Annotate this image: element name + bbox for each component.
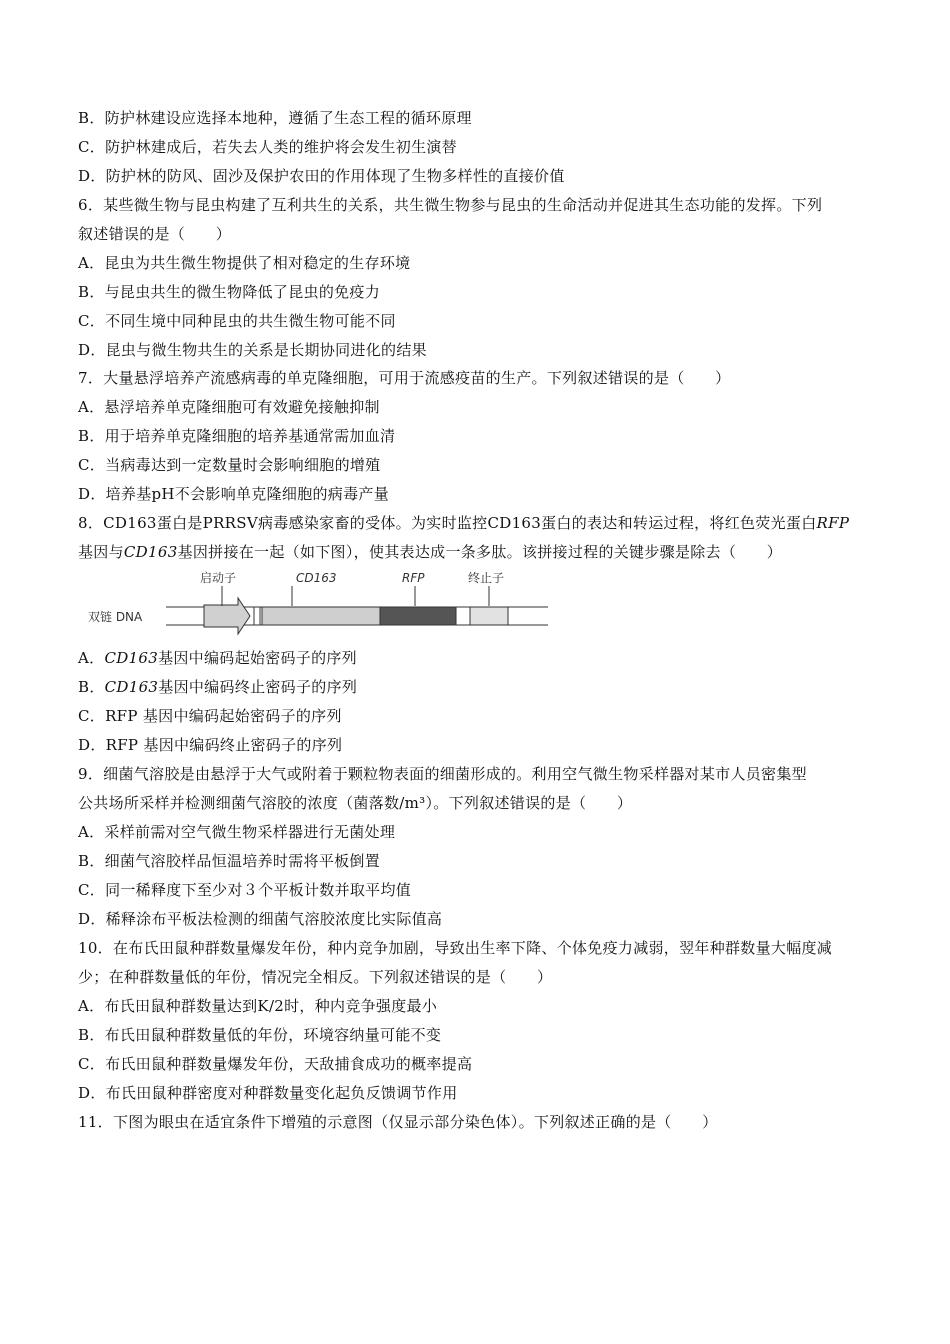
terminator-label: 终止子 [468,571,505,585]
q10-option-d: D．布氏田鼠种群密度对种群数量变化起负反馈调节作用 [78,1084,458,1102]
q7-option-b: B．用于培养单克隆细胞的培养基通常需加血清 [78,427,396,445]
q9-stem-line-2: 公共场所采样并检测细菌气溶胶的浓度（菌落数/m³）。下列叙述错误的是（ ） [78,794,633,812]
cd163-gene-box [262,607,380,625]
q5-option-b: B．防护林建设应选择本地种，遵循了生态工程的循环原理 [78,109,472,127]
q8-stem-text-3: 基因拼接在一起（如下图），使其表达成一条多肽。该拼接过程的关键步骤是除去（ ） [177,543,783,561]
q8-option-a-gene: CD163 [104,649,159,667]
q10-stem-line-1: 10．在布氏田鼠种群数量爆发年份，种内竞争加剧，导致出生率下降、个体免疫力减弱，翌年种群数量大幅度减 [78,939,833,957]
dna-label: 双链 DNA [88,610,143,624]
q8-option-a-text: 基因中编码起始密码子的序列 [158,649,357,667]
q6-option-d: D．昆虫与微生物共生的关系是长期协同进化的结果 [78,341,427,359]
q8-stem-line-2 [78,542,782,562]
promoter-arrow-icon [204,598,250,634]
q8-option-c: C．RFP 基因中编码起始密码子的序列 [78,707,342,725]
rfp-gene-box [380,607,456,625]
q9-option-b: B．细菌气溶胶样品恒温培养时需将平板倒置 [78,852,381,870]
q10-option-b: B．布氏田鼠种群数量低的年份，环境容纳量可能不变 [78,1026,442,1044]
terminator-box [470,607,508,625]
q7-option-a: A．悬浮培养单克隆细胞可有效避免接触抑制 [78,398,380,416]
q10-option-a: A．布氏田鼠种群数量达到K/2时，种内竞争强度最小 [78,997,438,1015]
q9-option-d: D．稀释涂布平板法检测的细菌气溶胶浓度比实际值高 [78,910,443,928]
q9-option-a: A．采样前需对空气微生物采样器进行无菌处理 [78,823,396,841]
q6-option-a: A．昆虫为共生微生物提供了相对稳定的生存环境 [78,254,411,272]
q8-option-b-text: 基因中编码终止密码子的序列 [158,678,358,696]
q6-stem-line-1: 6．某些微生物与昆虫构建了互利共生的关系，共生微生物参与昆虫的生命活动并促进其生态功能的发挥。下列 [78,196,823,214]
q7-stem: 7．大量悬浮培养产流感病毒的单克隆细胞，可用于流感疫苗的生产。下列叙述错误的是（ ） [78,369,731,387]
q8-stem-rfp: RFP [816,514,850,532]
q10-stem-line-2: 少；在种群数量低的年份，情况完全相反。下列叙述错误的是（ ） [78,968,553,986]
q10-option-c: C．布氏田鼠种群数量爆发年份，天敌捕食成功的概率提高 [78,1055,473,1073]
q5-option-d: D．防护林的防风、固沙及保护农田的作用体现了生物多样性的直接价值 [78,167,565,185]
q6-option-c: C．不同生境中同种昆虫的共生微生物可能不同 [78,312,396,330]
spacer-box [254,607,260,625]
q8-option-b-prefix: B． [78,678,105,696]
q7-option-c: C．当病毒达到一定数量时会影响细胞的增殖 [78,456,381,474]
q5-option-c: C．防护林建成后，若失去人类的维护将会发生初生演替 [78,138,457,156]
q8-option-d: D．RFP 基因中编码终止密码子的序列 [78,736,343,754]
q8-stem-text-2: 基因与 [78,543,124,561]
q9-stem-line-1: 9．细菌气溶胶是由悬浮于大气或附着于颗粒物表面的细菌形成的。利用空气微生物采样器对某市人员密集型 [78,765,807,783]
q8-option-b-gene: CD163 [104,678,159,696]
cd163-label: CD163 [296,571,337,585]
q8-stem-text-1: 8．CD163蛋白是PRRSV病毒感染家畜的受体。为实时监控CD163蛋白的表达和转运过程，将红色荧光蛋白 [78,514,817,532]
q6-option-b: B．与昆虫共生的微生物降低了昆虫的免疫力 [78,283,381,301]
q11-stem: 11．下图为眼虫在适宜条件下增殖的示意图（仅显示部分染色体）。下列叙述正确的是（ ） [78,1113,718,1131]
q8-option-b [78,677,357,697]
rfp-label: RFP [402,571,425,585]
q7-option-d: D．培养基pH不会影响单克隆细胞的病毒产量 [78,485,390,503]
dna-construct-figure [78,570,558,638]
q8-stem-line-1 [78,513,849,533]
q8-stem-cd163: CD163 [123,543,178,561]
q6-stem-line-2: 叙述错误的是（ ） [78,225,232,243]
q8-option-a [78,648,357,668]
promoter-label: 启动子 [200,571,237,585]
dna-construct-diagram [78,570,558,638]
q8-option-a-prefix: A． [78,649,105,667]
q9-option-c: C．同一稀释度下至少对３个平板计数并取平均值 [78,881,412,899]
